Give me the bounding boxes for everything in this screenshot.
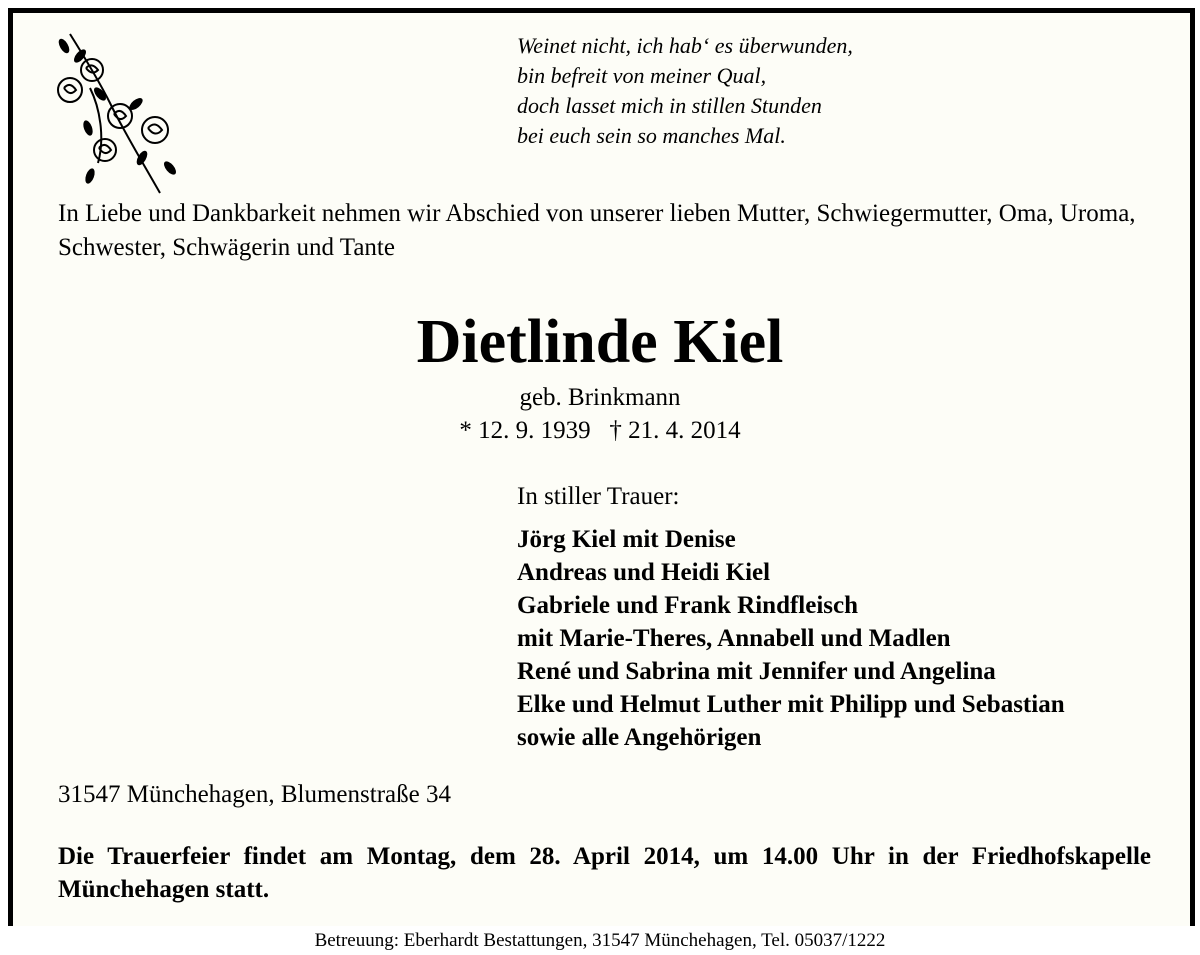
footer-text: Betreuung: Eberhardt Bestattungen, 31547 Münchehagen, Tel. 05037/1222 bbox=[303, 926, 898, 955]
address: 31547 Münchehagen, Blumenstraße 34 bbox=[58, 781, 451, 808]
poem-line: bin befreit von meiner Qual, bbox=[517, 63, 767, 88]
born-name: geb. Brinkmann bbox=[519, 384, 681, 411]
poem-line: Weinet nicht, ich hab‘ es überwunden, bbox=[517, 33, 853, 58]
intro-text: In Liebe und Dankbarkeit nehmen wir Abschied von unserer lieben Mutter, Schwiegermutter, Oma, Uroma, Schwester, Schwägerin und Tante bbox=[58, 200, 1136, 261]
poem bbox=[517, 31, 853, 151]
mourner-line: Andreas und Heidi Kiel bbox=[517, 559, 771, 586]
mourner-line: René und Sabrina mit Jennifer und Angelina bbox=[517, 658, 996, 685]
mourner-line: Jörg Kiel mit Denise bbox=[517, 526, 736, 553]
mourner-line: mit Marie-Theres, Annabell und Madlen bbox=[517, 625, 951, 652]
ceremony-notice: Die Trauerfeier findet am Montag, dem 28. April 2014, um 14.00 Uhr in der Friedhofskapelle Münchehagen statt. bbox=[58, 843, 1151, 903]
footer bbox=[0, 926, 1200, 955]
mourner-line: sowie alle Angehörigen bbox=[517, 724, 762, 751]
deceased-name: Dietlinde Kiel bbox=[416, 308, 784, 376]
life-dates: * 12. 9. 1939 † 21. 4. 2014 bbox=[459, 417, 741, 444]
poem-line: bei euch sein so manches Mal. bbox=[517, 123, 786, 148]
mourner-line: Elke und Helmut Luther mit Philipp und Sebastian bbox=[517, 691, 1065, 718]
mourner-line: Gabriele und Frank Rindfleisch bbox=[517, 592, 859, 619]
mourner-list bbox=[517, 523, 1065, 754]
poem-line: doch lasset mich in stillen Stunden bbox=[517, 93, 822, 118]
rose-branch-icon bbox=[50, 28, 185, 198]
mourning-label: In stiller Trauer: bbox=[517, 483, 680, 510]
